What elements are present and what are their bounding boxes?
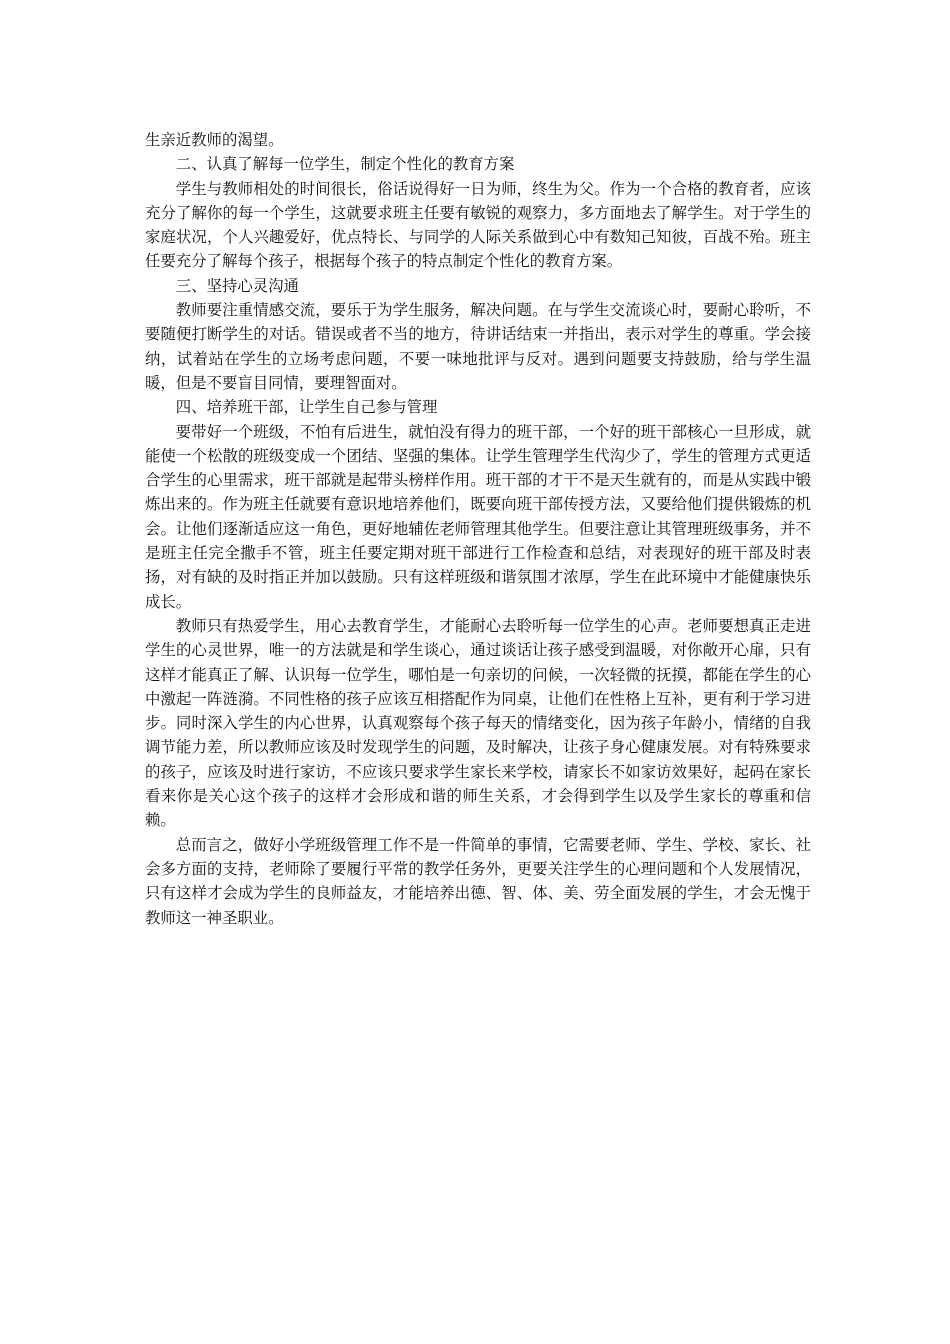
paragraph: 教师只有热爱学生，用心去教育学生，才能耐心去聆听每一位学生的心声。老师要想真正走进学生的心灵世界，唯一的方法就是和学生谈心，通过谈话让孩子感受到温暖，对你敞开心扉，只有这样才能真正了解、认识每一位学生，哪怕是一句亲切的问候，一次轻微的抚摸，都能在学生的心中激起一阵涟漪。不同性格的孩子应该互相搭配作为同桌，让他们在性格上互补，更有利于学习进步。同时深入学生的内心世界，认真观察每个孩子每天的情绪变化，因为孩子年龄小，情绪的自我调节能力差，所以教师应该及时发现学生的问题，及时解决，让孩子身心健康发展。对有特殊要求的孩子，应该及时进行家访，不应该只要求学生家长来学校，请家长不如家访效果好，起码在家长看来你是关心这个孩子的这样才会形成和谐的师生关系，才会得到学生以及学生家长的尊重和信赖。 [145, 616, 811, 830]
paragraph: 要带好一个班级，不怕有后进生，就怕没有得力的班干部，一个好的班干部核心一旦形成，就能使一个松散的班级变成一个团结、坚强的集体。让学生管理学生代沟少了，学生的管理方式更适合学生的心里需求，班干部就是起带头榜样作用。班干部的才干不是天生就有的，而是从实践中锻炼出来的。作为班主任就要有意识地培养他们，既要向班干部传授方法，又要给他们提供锻炼的机会。让他们逐渐适应这一角色，更好地辅佐老师管理其他学生。但要注意让其管理班级事务，并不是班主任完全撒手不管，班主任要定期对班干部进行工作检查和总结，对表现好的班干部及时表扬，对有缺的及时指正并加以鼓励。只有这样班级和谐氛围才浓厚，学生在此环境中才能健康快乐成长。 [145, 422, 811, 611]
paragraph: 总而言之，做好小学班级管理工作不是一件简单的事情，它需要老师、学生、学校、家长、社会多方面的支持，老师除了要履行平常的教学任务外，更要关注学生的心理问题和个人发展情况，只有这样才会成为学生的良师益友，才能培养出德、智、体、美、劳全面发展的学生，才会无愧于教师这一神圣职业。 [145, 835, 811, 927]
continuation-text: 生亲近教师的渴望。 [145, 131, 284, 149]
section-heading: 四、培养班干部，让学生自己参与管理 [175, 398, 438, 417]
paragraph: 学生与教师相处的时间很长，俗话说得好一日为师，终生为父。作为一个合格的教育者，应该充分了解你的每一个学生，这就要求班主任要有敏锐的观察力，多方面地去了解学生。对于学生的家庭状况，个人兴趣爱好，优点特长、与同学的人际关系做到心中有数知己知彼，百战不殆。班主任要充分了解每个孩子，根据每个孩子的特点制定个性化的教育方案。 [145, 179, 811, 271]
section-heading: 二、认真了解每一位学生，制定个性化的教育方案 [175, 155, 515, 174]
section-heading: 三、坚持心灵沟通 [175, 276, 299, 295]
paragraph: 教师要注重情感交流，要乐于为学生服务，解决问题。在与学生交流谈心时，要耐心聆听，不要随便打断学生的对话。错误或者不当的地方，待讲话结束一并指出，表示对学生的尊重。学会接纳，试着站在学生的立场考虑问题，不要一味地批评与反对。遇到问题要支持鼓励，给与学生温暖，但是不要盲目同情，要理智面对。 [145, 301, 811, 392]
document-body [145, 128, 811, 930]
